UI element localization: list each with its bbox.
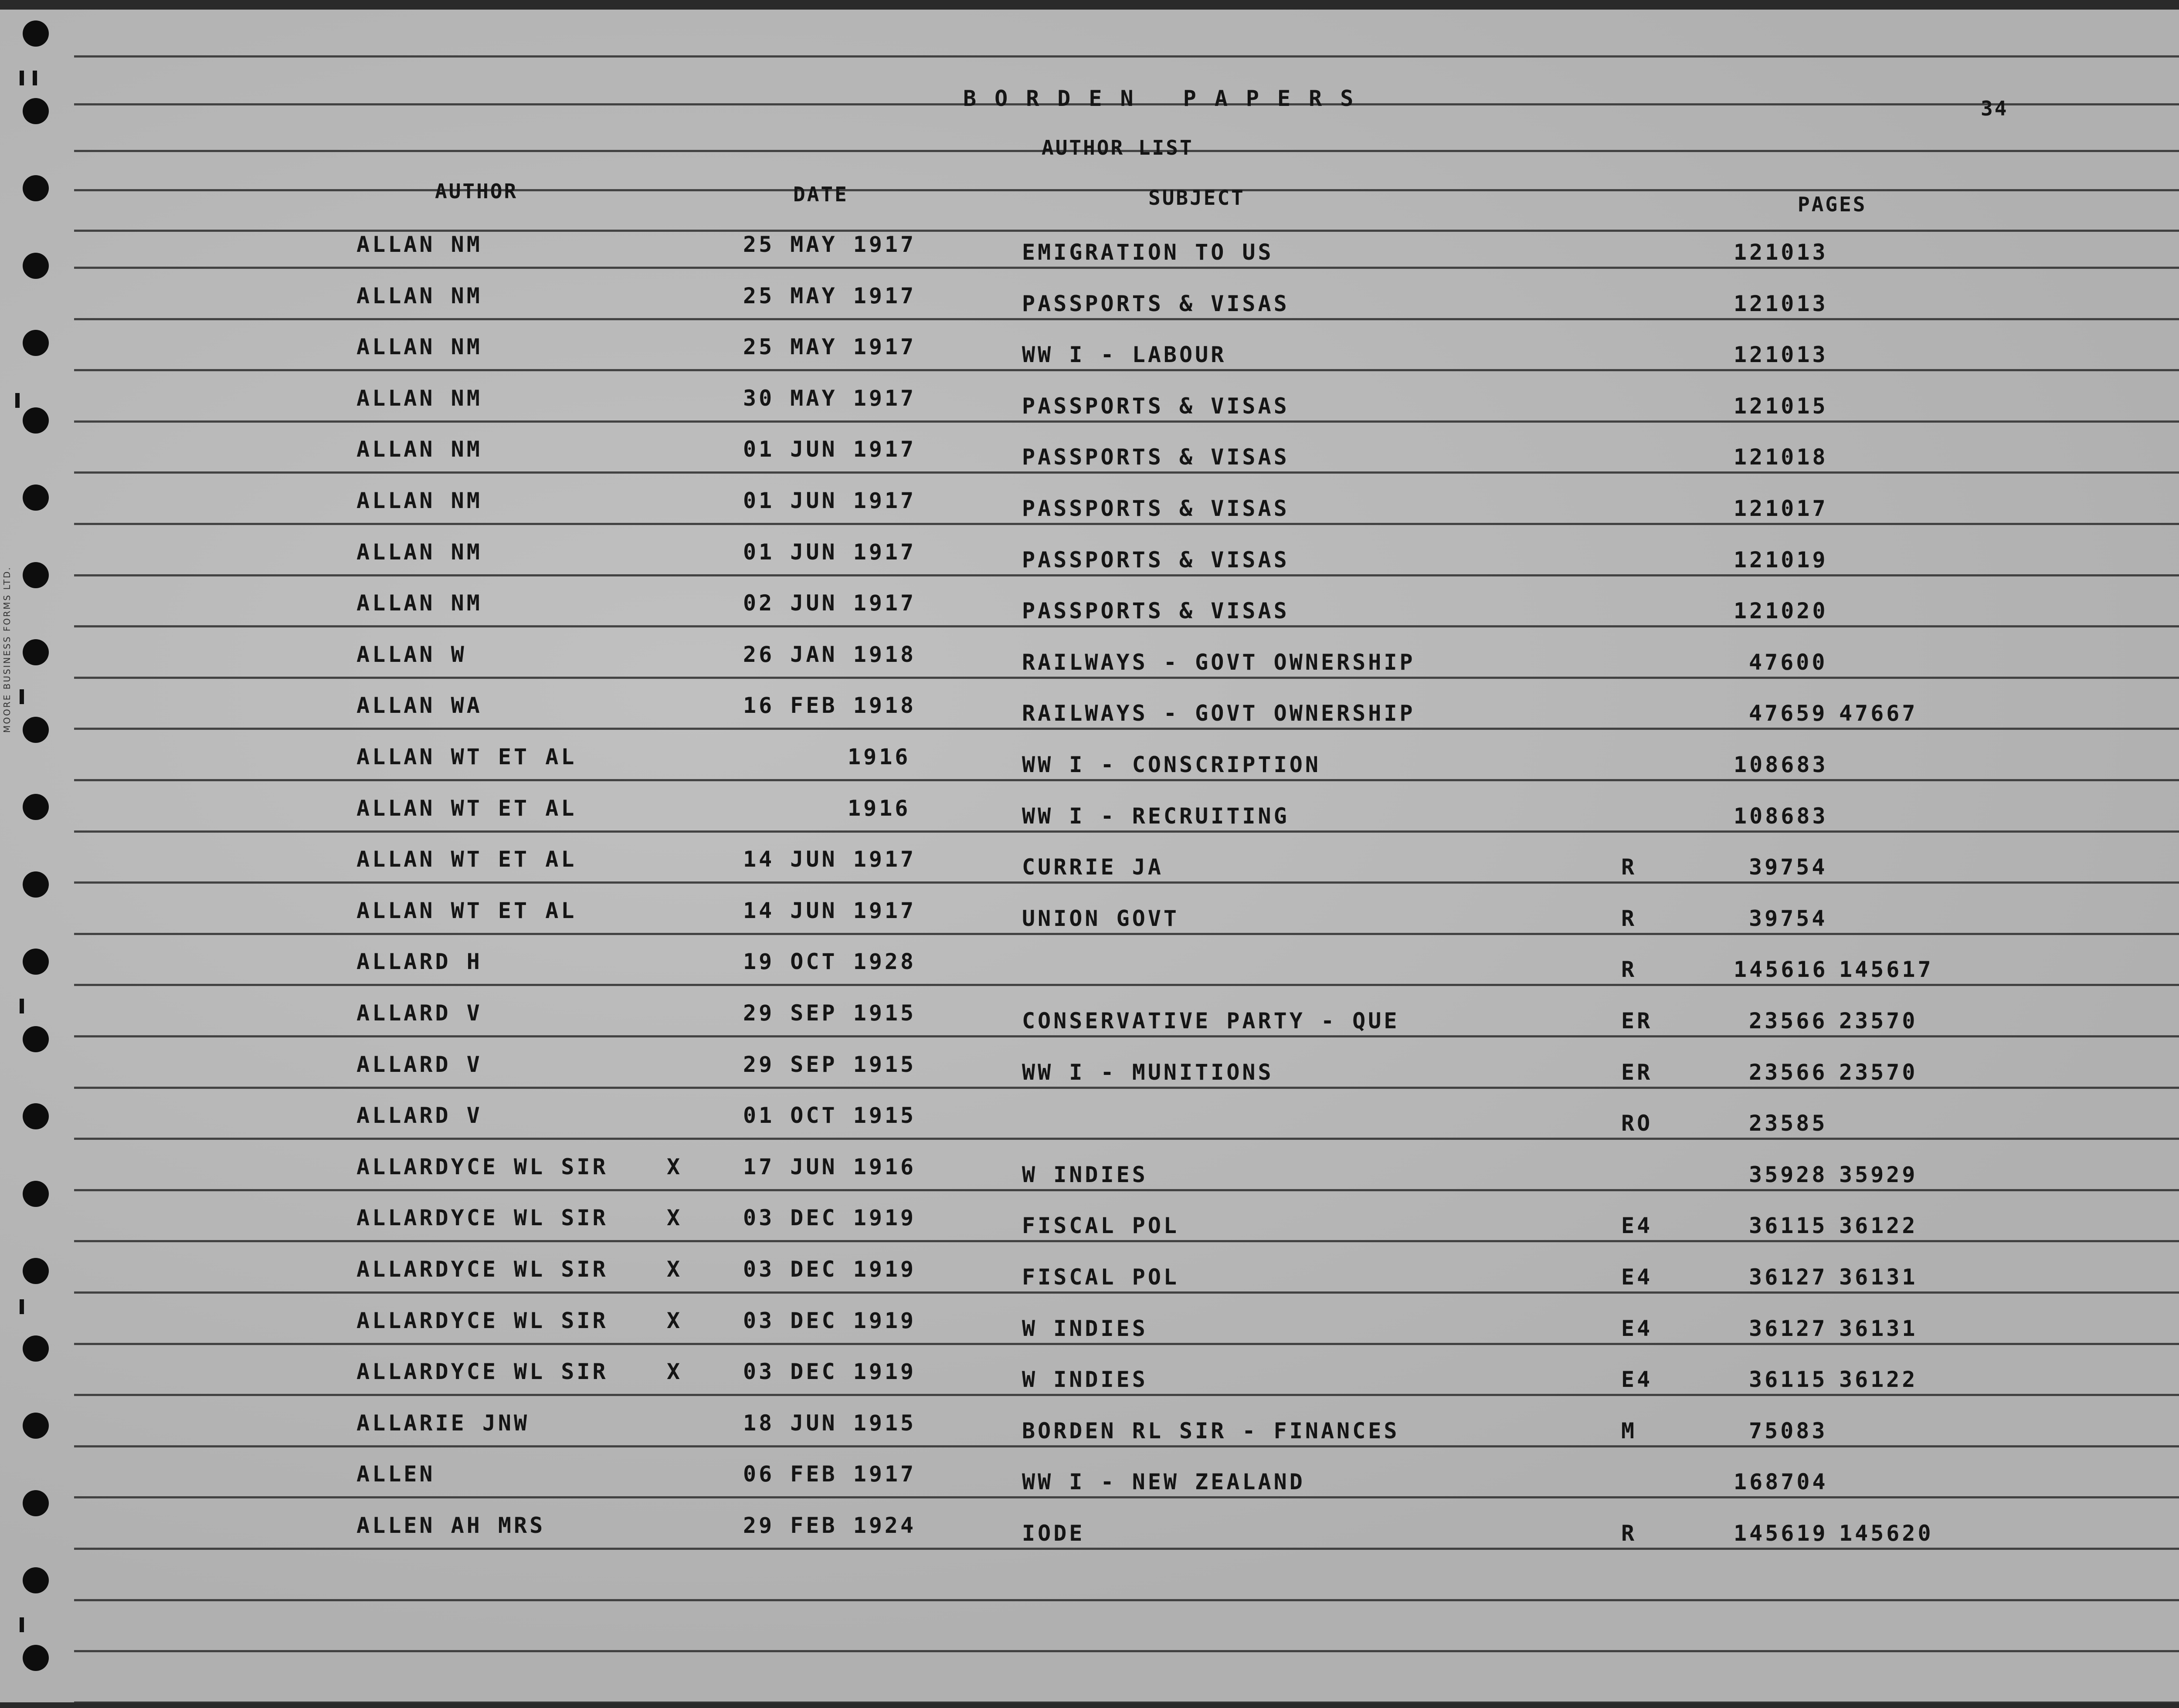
subject-cell: PASSPORTS & VISAS	[1022, 496, 1290, 521]
page-start-cell: 108683	[1734, 752, 1828, 777]
page-start-cell: 36115	[1749, 1367, 1828, 1393]
date-cell: 03 DEC 1919	[743, 1205, 916, 1231]
page-end-cell: 36122	[1839, 1367, 1918, 1393]
flag-cell: X	[667, 1257, 683, 1282]
subject-cell: CONSERVATIVE PARTY - QUE	[1022, 1008, 1400, 1034]
page-end-cell: 35929	[1839, 1162, 1918, 1187]
page-start-cell: 75083	[1749, 1418, 1828, 1444]
rule-line	[74, 677, 2179, 679]
author-cell: ALLAN WT ET AL	[356, 795, 577, 821]
author-cell: ALLAN NM	[356, 334, 482, 360]
author-cell: ALLARD V	[356, 1051, 482, 1077]
date-cell: 16 FEB 1918	[743, 693, 916, 718]
author-cell: ALLAN WA	[356, 693, 482, 718]
subject-cell: WW I - RECRUITING	[1022, 803, 1290, 829]
code-cell: R	[1621, 854, 1637, 880]
code-cell: E4	[1621, 1213, 1653, 1239]
feed-hole-left	[23, 871, 49, 898]
date-cell: 18 JUN 1915	[743, 1410, 916, 1436]
author-cell: ALLARDYCE WL SIR	[356, 1205, 608, 1231]
feed-hole-left	[23, 949, 49, 975]
date-cell: 01 OCT 1915	[743, 1103, 916, 1128]
subject-cell: WW I - LABOUR	[1022, 342, 1227, 368]
page-start-cell: 47659	[1749, 701, 1828, 726]
page-start-cell: 168704	[1734, 1469, 1828, 1495]
rule-line	[74, 830, 2179, 833]
feed-hole-left	[23, 1258, 49, 1284]
author-cell: ALLAN WT ET AL	[356, 744, 577, 769]
feed-hole-left	[23, 1103, 49, 1129]
subject-cell: RAILWAYS - GOVT OWNERSHIP	[1022, 649, 1415, 675]
author-cell: ALLAN NM	[356, 539, 482, 565]
rule-line	[74, 1240, 2179, 1242]
code-cell: M	[1621, 1418, 1637, 1444]
page-title: BORDEN PAPERS	[963, 86, 1372, 111]
author-cell: ALLARD V	[356, 1000, 482, 1026]
date-cell: 29 SEP 1915	[743, 1051, 916, 1077]
rule-line	[74, 1445, 2179, 1447]
subject-cell: BORDEN RL SIR - FINANCES	[1022, 1418, 1400, 1444]
feed-hole-left	[23, 562, 49, 588]
date-cell: 29 SEP 1915	[743, 1000, 916, 1026]
page-start-cell: 145619	[1734, 1521, 1828, 1546]
date-cell: 19 OCT 1928	[743, 949, 916, 975]
rule-line	[74, 1650, 2179, 1652]
rule-line	[74, 1189, 2179, 1191]
page-start-cell: 39754	[1749, 854, 1828, 880]
code-cell: RO	[1621, 1111, 1653, 1136]
feed-hole-left	[23, 407, 49, 434]
page-end-cell: 23570	[1839, 1059, 1918, 1085]
column-header-pages: PAGES	[1798, 193, 1867, 216]
feed-hole-left	[23, 330, 49, 356]
date-cell: 14 JUN 1917	[743, 898, 916, 923]
page-start-cell: 36115	[1749, 1213, 1828, 1239]
rule-line	[74, 1087, 2179, 1089]
perforation-mark	[20, 689, 24, 704]
date-cell: 03 DEC 1919	[743, 1359, 916, 1385]
subject-cell: W INDIES	[1022, 1315, 1148, 1341]
rule-line	[74, 189, 2179, 191]
date-cell: 01 JUN 1917	[743, 539, 916, 565]
rule-line	[74, 267, 2179, 269]
page-start-cell: 145616	[1734, 957, 1828, 983]
page-number: 34	[1981, 97, 2009, 120]
subject-cell: RAILWAYS - GOVT OWNERSHIP	[1022, 701, 1415, 726]
date-cell: 17 JUN 1916	[743, 1154, 916, 1179]
subject-cell: PASSPORTS & VISAS	[1022, 291, 1290, 316]
author-cell: ALLAN NM	[356, 385, 482, 411]
subject-cell: EMIGRATION TO US	[1022, 240, 1274, 265]
page-start-cell: 35928	[1749, 1162, 1828, 1187]
subject-cell: PASSPORTS & VISAS	[1022, 444, 1290, 470]
author-cell: ALLAN NM	[356, 590, 482, 616]
code-cell: E4	[1621, 1367, 1653, 1393]
date-cell: 01 JUN 1917	[743, 437, 916, 462]
rule-line	[74, 1599, 2179, 1601]
author-cell: ALLARDYCE WL SIR	[356, 1308, 608, 1333]
page-start-cell: 47600	[1749, 649, 1828, 675]
page-start-cell: 23566	[1749, 1008, 1828, 1034]
feed-hole-left	[23, 639, 49, 665]
flag-cell: X	[667, 1308, 683, 1333]
subject-cell: PASSPORTS & VISAS	[1022, 598, 1290, 624]
subject-cell: WW I - MUNITIONS	[1022, 1059, 1274, 1085]
date-cell: 1916	[848, 795, 911, 821]
rule-line	[74, 1548, 2179, 1550]
list-subtitle: AUTHOR LIST	[1042, 136, 1194, 159]
author-cell: ALLAN WT ET AL	[356, 898, 577, 923]
subject-cell: FISCAL POL	[1022, 1213, 1180, 1239]
feed-hole-left	[23, 1413, 49, 1439]
feed-hole-left	[23, 1181, 49, 1207]
flag-cell: X	[667, 1154, 683, 1179]
subject-cell: UNION GOVT	[1022, 905, 1180, 931]
rule-line	[74, 1343, 2179, 1345]
perforation-mark	[33, 71, 37, 85]
rule-line	[74, 1291, 2179, 1294]
date-cell: 14 JUN 1917	[743, 847, 916, 872]
flag-cell: X	[667, 1205, 683, 1231]
feed-hole-left	[23, 1567, 49, 1593]
perforation-mark	[15, 393, 20, 408]
rule-line	[74, 369, 2179, 371]
page-end-cell: 36122	[1839, 1213, 1918, 1239]
author-cell: ALLAN NM	[356, 283, 482, 308]
author-cell: ALLARDYCE WL SIR	[356, 1359, 608, 1385]
column-header-author: AUTHOR	[435, 180, 518, 203]
rule-line	[74, 1496, 2179, 1498]
subject-cell: W INDIES	[1022, 1367, 1148, 1393]
author-cell: ALLAN NM	[356, 437, 482, 462]
subject-cell: CURRIE JA	[1022, 854, 1164, 880]
feed-hole-left	[23, 20, 49, 47]
rule-line	[74, 984, 2179, 986]
code-cell: R	[1621, 905, 1637, 931]
author-cell: ALLAN WT ET AL	[356, 847, 577, 872]
subject-cell: WW I - NEW ZEALAND	[1022, 1469, 1305, 1495]
page-end-cell: 36131	[1839, 1315, 1918, 1341]
code-cell: ER	[1621, 1059, 1653, 1085]
rule-line	[74, 471, 2179, 474]
feed-hole-left	[23, 717, 49, 743]
page-start-cell: 121015	[1734, 393, 1828, 419]
subject-cell: IODE	[1022, 1521, 1085, 1546]
date-cell: 29 FEB 1924	[743, 1513, 916, 1538]
subject-cell: WW I - CONSCRIPTION	[1022, 752, 1321, 777]
rule-line	[74, 420, 2179, 423]
code-cell: E4	[1621, 1264, 1653, 1290]
page-start-cell: 121020	[1734, 598, 1828, 624]
date-cell: 03 DEC 1919	[743, 1257, 916, 1282]
page-end-cell: 47667	[1839, 701, 1918, 726]
subject-cell: PASSPORTS & VISAS	[1022, 547, 1290, 573]
author-cell: ALLEN AH MRS	[356, 1513, 546, 1538]
subject-cell: FISCAL POL	[1022, 1264, 1180, 1290]
feed-hole-left	[23, 253, 49, 279]
rule-line	[74, 574, 2179, 576]
page-start-cell: 121013	[1734, 291, 1828, 316]
page-start-cell: 121018	[1734, 444, 1828, 470]
date-cell: 02 JUN 1917	[743, 590, 916, 616]
rule-line	[74, 1394, 2179, 1396]
author-cell: ALLARD H	[356, 949, 482, 975]
code-cell: R	[1621, 957, 1637, 983]
feed-hole-left	[23, 175, 49, 201]
date-cell: 25 MAY 1917	[743, 283, 916, 308]
page-start-cell: 23566	[1749, 1059, 1828, 1085]
page-start-cell: 36127	[1749, 1264, 1828, 1290]
column-header-subject: SUBJECT	[1148, 186, 1245, 210]
page-start-cell: 121013	[1734, 342, 1828, 368]
author-cell: ALLAN W	[356, 641, 467, 667]
rule-line	[74, 1138, 2179, 1140]
author-cell: ALLAN NM	[356, 232, 482, 257]
feed-hole-left	[23, 1026, 49, 1052]
date-cell: 25 MAY 1917	[743, 334, 916, 360]
date-cell: 1916	[848, 744, 911, 769]
date-cell: 30 MAY 1917	[743, 385, 916, 411]
rule-line	[74, 728, 2179, 730]
rule-line	[74, 318, 2179, 320]
feed-hole-left	[23, 1335, 49, 1362]
rule-line	[74, 1035, 2179, 1037]
date-cell: 01 JUN 1917	[743, 488, 916, 513]
page-start-cell: 36127	[1749, 1315, 1828, 1341]
author-cell: ALLEN	[356, 1461, 435, 1487]
page-end-cell: 145620	[1839, 1521, 1934, 1546]
feed-hole-left	[23, 1645, 49, 1671]
author-cell: ALLARD V	[356, 1103, 482, 1128]
perforation-mark	[20, 71, 24, 85]
page-start-cell: 108683	[1734, 803, 1828, 829]
date-cell: 26 JAN 1918	[743, 641, 916, 667]
rule-line	[74, 881, 2179, 884]
author-cell: ALLARIE JNW	[356, 1410, 530, 1436]
rule-line	[74, 625, 2179, 627]
author-cell: ALLAN NM	[356, 488, 482, 513]
author-cell: ALLARDYCE WL SIR	[356, 1257, 608, 1282]
code-cell: ER	[1621, 1008, 1653, 1034]
subject-cell: PASSPORTS & VISAS	[1022, 393, 1290, 419]
column-header-date: DATE	[793, 183, 849, 206]
page-start-cell: 23585	[1749, 1111, 1828, 1136]
printout-sheet	[0, 10, 2179, 1702]
perforation-mark	[20, 999, 24, 1013]
date-cell: 25 MAY 1917	[743, 232, 916, 257]
rule-line	[74, 1701, 2179, 1704]
code-cell: E4	[1621, 1315, 1653, 1341]
side-imprint: MOORE BUSINESS FORMS LTD.	[2, 566, 12, 733]
page-start-cell: 121017	[1734, 496, 1828, 521]
subject-cell: W INDIES	[1022, 1162, 1148, 1187]
feed-hole-left	[23, 98, 49, 124]
page-end-cell: 145617	[1839, 957, 1934, 983]
page-end-cell: 36131	[1839, 1264, 1918, 1290]
page-end-cell: 23570	[1839, 1008, 1918, 1034]
rule-line	[74, 523, 2179, 525]
feed-hole-left	[23, 1490, 49, 1516]
rule-line	[74, 779, 2179, 781]
page-start-cell: 39754	[1749, 905, 1828, 931]
code-cell: R	[1621, 1521, 1637, 1546]
date-cell: 03 DEC 1919	[743, 1308, 916, 1333]
flag-cell: X	[667, 1359, 683, 1385]
rule-line	[74, 933, 2179, 935]
feed-hole-left	[23, 485, 49, 511]
date-cell: 06 FEB 1917	[743, 1461, 916, 1487]
rule-line	[74, 55, 2179, 58]
perforation-mark	[20, 1299, 24, 1314]
page-start-cell: 121019	[1734, 547, 1828, 573]
page-start-cell: 121013	[1734, 240, 1828, 265]
author-cell: ALLARDYCE WL SIR	[356, 1154, 608, 1179]
perforation-mark	[20, 1617, 24, 1632]
feed-hole-left	[23, 794, 49, 820]
